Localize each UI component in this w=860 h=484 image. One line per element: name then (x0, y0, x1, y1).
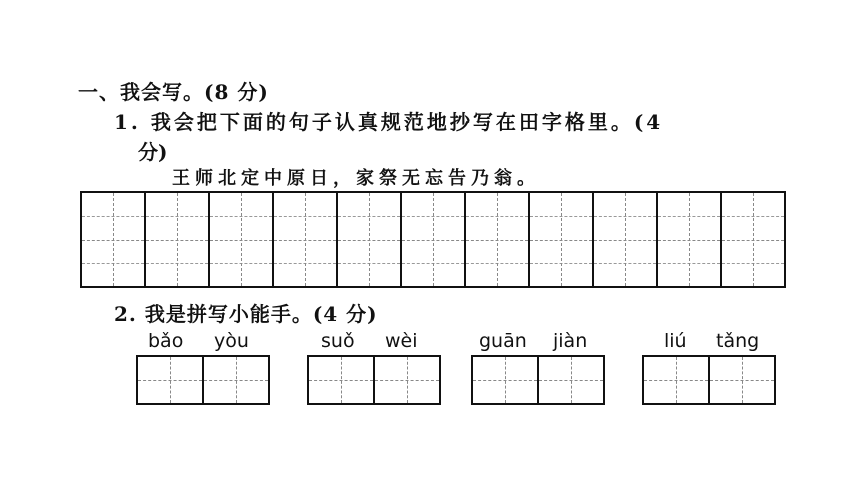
tianzige-cell[interactable] (594, 193, 658, 286)
question-1-prompt-continued: 分) (138, 140, 168, 164)
pinyin-label: guān (479, 330, 527, 352)
answer-box-pair[interactable] (471, 355, 605, 405)
section-title: 一、我会写。(8 分) (78, 80, 269, 104)
pinyin-label: tǎng (716, 330, 760, 352)
tianzige-cell[interactable] (274, 193, 338, 286)
tianzige-cell[interactable] (466, 193, 530, 286)
answer-cell[interactable] (644, 357, 710, 403)
tianzige-cell[interactable] (146, 193, 210, 286)
tianzige-cell[interactable] (338, 193, 402, 286)
answer-cell[interactable] (473, 357, 539, 403)
answer-box-pair[interactable] (136, 355, 270, 405)
pinyin-label: yòu (214, 330, 249, 352)
copy-sentence: 王师北定中原日，家祭无忘告乃翁。 (172, 168, 540, 189)
answer-cell[interactable] (539, 357, 603, 403)
answer-cell[interactable] (375, 357, 439, 403)
pinyin-label: suǒ (321, 330, 355, 352)
question-2-prompt: 2. 我是拼写小能手。(4 分) (114, 302, 378, 326)
tianzige-grid-row[interactable] (80, 191, 786, 288)
pinyin-label: liú (664, 330, 687, 352)
pinyin-label: jiàn (553, 330, 588, 352)
question-1-prompt: 1. 我会把下面的句子认真规范地抄写在田字格里。(4 (114, 110, 664, 134)
tianzige-cell[interactable] (82, 193, 146, 286)
answer-cell[interactable] (309, 357, 375, 403)
tianzige-cell[interactable] (530, 193, 594, 286)
tianzige-cell[interactable] (402, 193, 466, 286)
answer-box-pair[interactable] (307, 355, 441, 405)
pinyin-label: wèi (385, 330, 418, 352)
answer-cell[interactable] (138, 357, 204, 403)
answer-cell[interactable] (710, 357, 774, 403)
tianzige-cell[interactable] (658, 193, 722, 286)
answer-box-pair[interactable] (642, 355, 776, 405)
pinyin-label: bǎo (148, 330, 184, 352)
tianzige-cell[interactable] (210, 193, 274, 286)
tianzige-cell[interactable] (722, 193, 784, 286)
answer-cell[interactable] (204, 357, 268, 403)
